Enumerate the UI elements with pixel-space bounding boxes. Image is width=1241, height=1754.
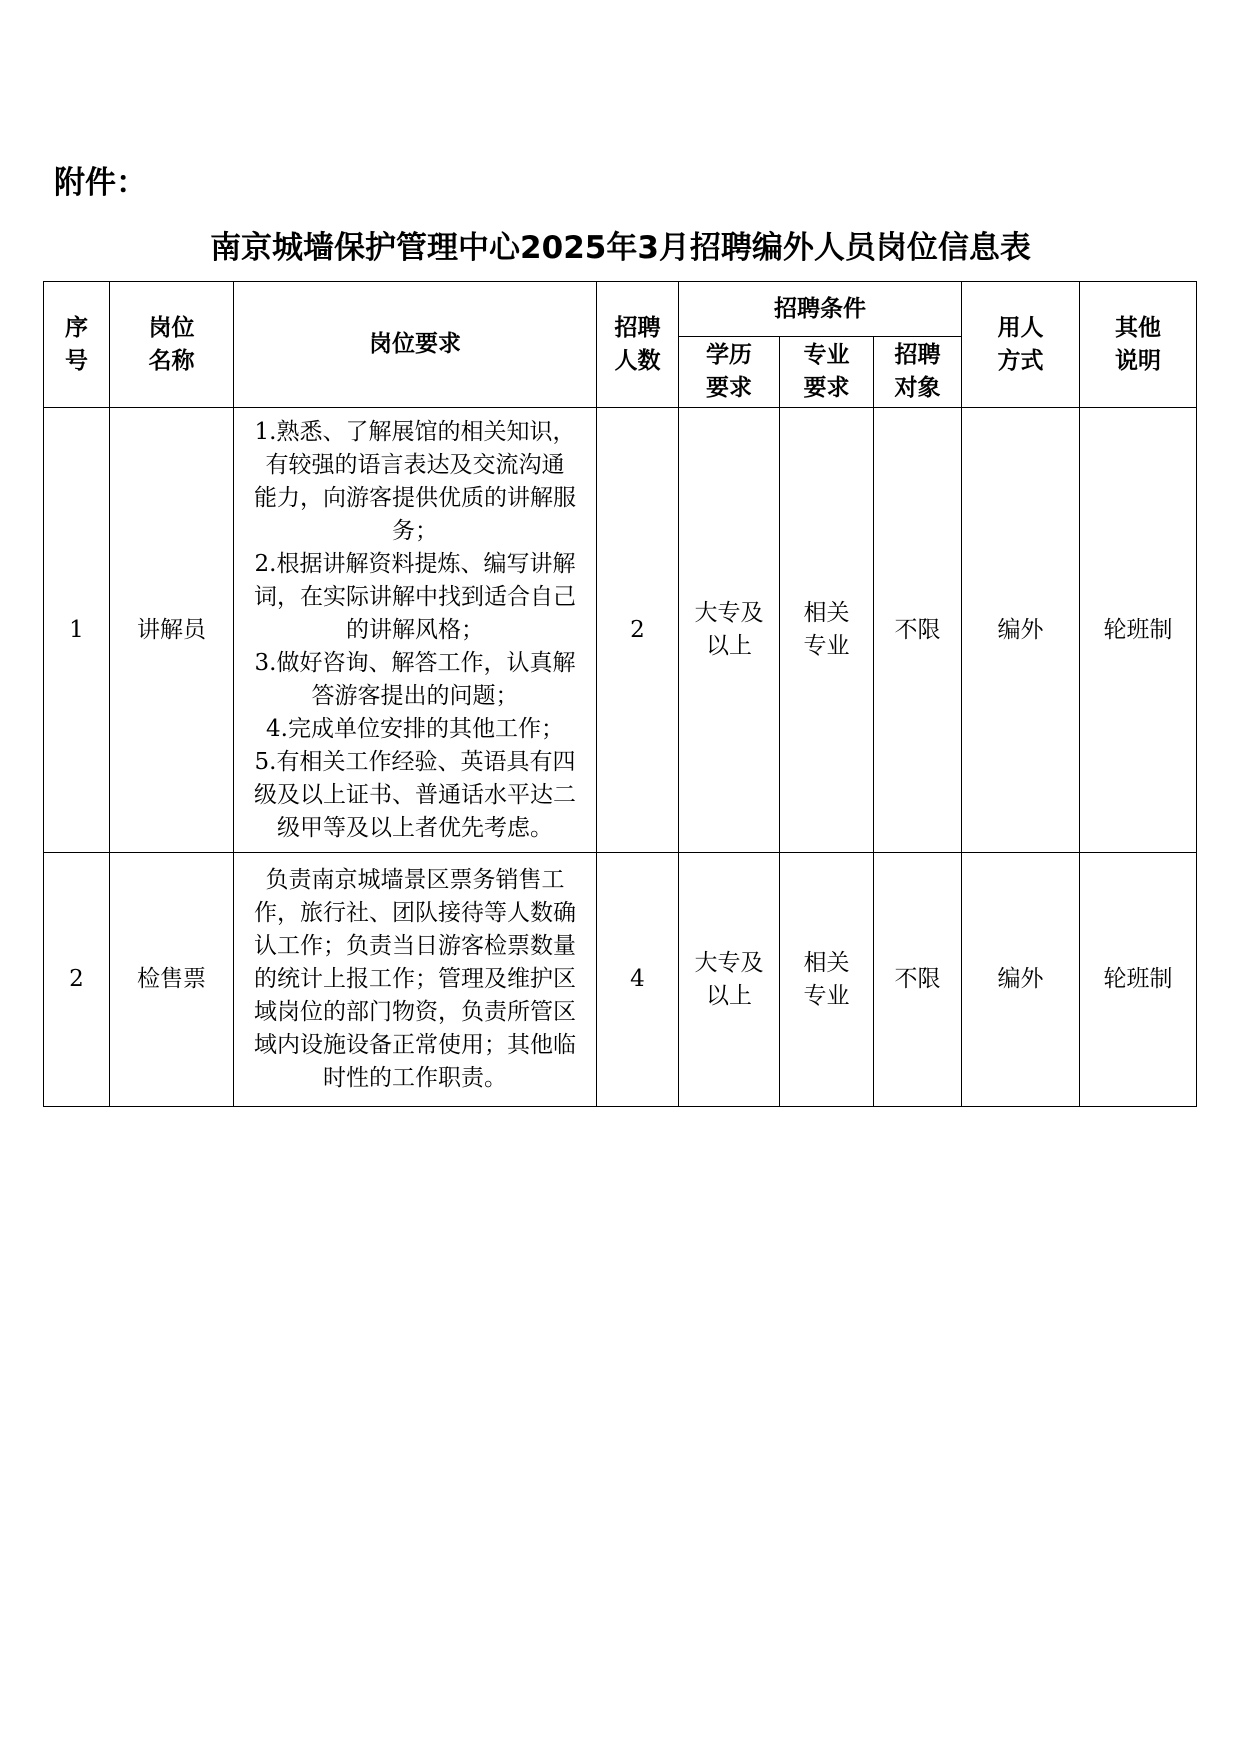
- header-position-name: 岗位 名称: [110, 282, 234, 408]
- header-conditions: 招聘条件: [679, 282, 962, 337]
- cell-education: 大专及 以上: [679, 853, 780, 1107]
- header-seq: 序 号: [44, 282, 110, 408]
- header-employment: 用人 方式: [962, 282, 1080, 408]
- header-headcount: 招聘 人数: [597, 282, 679, 408]
- cell-headcount: 2: [597, 408, 679, 853]
- cell-major: 相关 专业: [780, 408, 874, 853]
- position-info-table: [43, 281, 1197, 1107]
- cell-notes: 轮班制: [1080, 853, 1197, 1107]
- attachment-label: 附件：: [54, 165, 147, 201]
- header-requirements: 岗位要求: [234, 282, 597, 408]
- cell-seq: 1: [44, 408, 110, 853]
- cell-position-name: 讲解员: [110, 408, 234, 853]
- header-education: 学历 要求: [679, 337, 780, 408]
- cell-seq: 2: [44, 853, 110, 1107]
- header-row-1: [44, 282, 1197, 337]
- table-row: [44, 853, 1197, 1107]
- cell-headcount: 4: [597, 853, 679, 1107]
- header-notes: 其他 说明: [1080, 282, 1197, 408]
- cell-major: 相关 专业: [780, 853, 874, 1107]
- cell-requirements: 负责南京城墙景区票务销售工 作，旅行社、团队接待等人数确 认工作；负责当日游客检票数量 的统计上报工作；管理及维护区 域岗位的部门物资，负责所管区 域内设施设备正常使用；其他临 时性的工作职责。: [234, 853, 597, 1107]
- cell-target: 不限: [874, 853, 962, 1107]
- cell-education: 大专及 以上: [679, 408, 780, 853]
- header-major: 专业 要求: [780, 337, 874, 408]
- cell-requirements: 1.熟悉、了解展馆的相关知识， 有较强的语言表达及交流沟通 能力，向游客提供优质的讲解服 务； 2.根据讲解资料提炼、编写讲解 词，在实际讲解中找到适合自己 的讲解风格； 3.做好咨询、解答工作，认真解 答游客提出的问题； 4.完成单位安排的其他工作； 5.有相关工作经验、英语具有四 级及以上证书、普通话水平达二 级甲等及以上者优先考虑。: [234, 408, 597, 853]
- header-target: 招聘 对象: [874, 337, 962, 408]
- cell-employment: 编外: [962, 408, 1080, 853]
- cell-employment: 编外: [962, 853, 1080, 1107]
- cell-notes: 轮班制: [1080, 408, 1197, 853]
- cell-target: 不限: [874, 408, 962, 853]
- page-title: 南京城墙保护管理中心2025年3月招聘编外人员岗位信息表: [210, 230, 1031, 266]
- cell-position-name: 检售票: [110, 853, 234, 1107]
- table-row: [44, 408, 1197, 853]
